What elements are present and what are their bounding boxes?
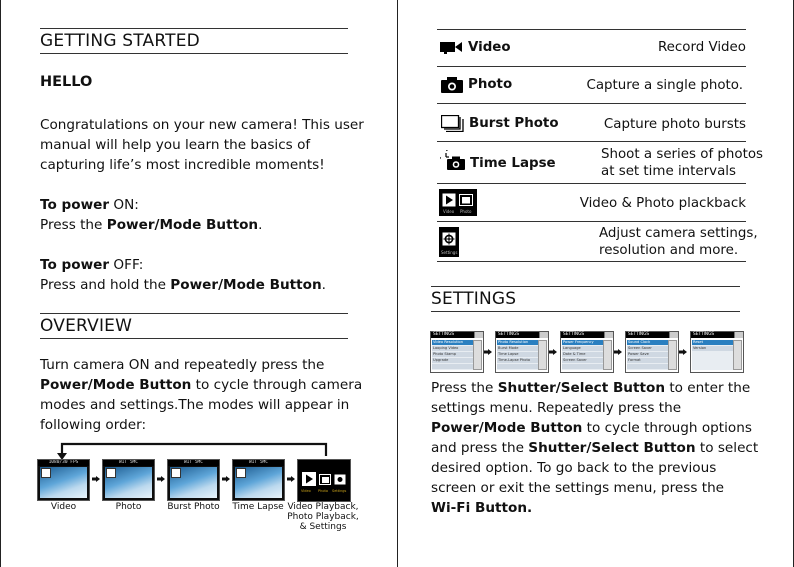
overview-top-rule bbox=[40, 313, 348, 314]
timelapse-mode-name: Time Lapse bbox=[470, 156, 556, 171]
video-mode-description: Record Video bbox=[657, 40, 746, 55]
settings-option: Screen Saver bbox=[562, 358, 603, 363]
overview-bottom-rule bbox=[40, 338, 348, 339]
video-mode-name: Video bbox=[468, 40, 511, 55]
photo-playback-icon bbox=[459, 194, 473, 206]
playback-screen-sublabel-photo: Photo bbox=[318, 489, 328, 493]
video-mode-label: Video bbox=[50, 502, 77, 512]
settings-screen-title: SETTINGS bbox=[496, 332, 539, 338]
burst-photo-icon bbox=[441, 115, 465, 132]
scrollbar bbox=[473, 340, 482, 370]
modes-table-bottom-rule bbox=[437, 261, 746, 262]
burst-mode-description: Capture photo bursts bbox=[603, 117, 746, 132]
modes-row-divider bbox=[437, 103, 746, 104]
settings-screen-4 bbox=[625, 331, 679, 373]
gear-icon bbox=[334, 474, 346, 485]
modes-row-divider bbox=[437, 183, 746, 184]
settings-text-line-2: settings menu. Repeatedly press the bbox=[431, 400, 682, 416]
close-icon bbox=[539, 332, 548, 338]
settings-option: Reset bbox=[692, 340, 733, 345]
settings-l4-suffix: to select bbox=[695, 440, 759, 456]
time-lapse-icon bbox=[440, 150, 466, 170]
settings-screen-title: SETTINGS bbox=[691, 332, 734, 338]
overview-line-2-rest: to cycle through camera bbox=[191, 377, 363, 393]
modes-row-divider bbox=[437, 141, 746, 142]
overview-line-3: modes and settings.The modes will appear in bbox=[40, 397, 350, 413]
settings-option: Version bbox=[692, 346, 733, 351]
photo-playback-icon bbox=[319, 474, 331, 485]
settings-screen-3 bbox=[560, 331, 614, 373]
power-on-suffix: . bbox=[258, 217, 263, 233]
settings-option: Photo Resolution bbox=[497, 340, 538, 345]
intro-line-2: manual will help you learn the basics of bbox=[40, 137, 311, 153]
power-off-instruction bbox=[40, 275, 326, 295]
settings-text-line-3 bbox=[431, 418, 752, 438]
arrow-icon bbox=[157, 476, 165, 482]
hello-heading: HELLO bbox=[40, 74, 93, 90]
gear-icon bbox=[442, 232, 456, 246]
playback-icon bbox=[439, 189, 477, 216]
close-icon bbox=[474, 332, 483, 338]
photo-mode-status: WIT 5MC bbox=[103, 460, 154, 466]
overview-line-2 bbox=[40, 375, 362, 395]
settings-option: Time Lapse bbox=[497, 352, 538, 357]
power-off-button-name: Power/Mode Button bbox=[170, 277, 322, 293]
video-mode-tag bbox=[41, 468, 51, 478]
close-icon bbox=[604, 332, 613, 338]
close-icon bbox=[669, 332, 678, 338]
scrollbar bbox=[538, 340, 547, 370]
playback-icon-sublabel-video: Video bbox=[443, 209, 455, 214]
settings-text-line-1 bbox=[431, 378, 750, 398]
video-mode-screen bbox=[37, 459, 90, 501]
arrow-icon bbox=[679, 349, 687, 355]
settings-option: Video Resolution bbox=[432, 340, 473, 345]
power-on-instruction bbox=[40, 215, 262, 235]
settings-screen-list bbox=[497, 340, 538, 370]
timelapse-mode-tag bbox=[236, 468, 246, 478]
settings-screen-title: SETTINGS bbox=[561, 332, 604, 338]
overview-line-4: following order: bbox=[40, 417, 147, 433]
scrollbar bbox=[603, 340, 612, 370]
burst-mode-label: Burst Photo bbox=[167, 502, 220, 512]
power-off-suffix: . bbox=[321, 277, 326, 293]
scrollbar bbox=[668, 340, 677, 370]
settings-power-mode-button: Power/Mode Button bbox=[431, 420, 583, 436]
power-off-heading-rest: OFF: bbox=[113, 257, 144, 273]
arrow-icon bbox=[549, 349, 557, 355]
settings-option: Photo Stamp bbox=[432, 352, 473, 357]
photo-mode-name: Photo bbox=[468, 77, 513, 92]
settings-shutter-button-2: Shutter/Select Button bbox=[528, 440, 696, 456]
settings-description-line-1: Adjust camera settings, bbox=[599, 226, 758, 241]
close-icon bbox=[734, 332, 743, 338]
playback-settings-label-line-1: Video Playback, bbox=[287, 502, 359, 512]
settings-option: Format bbox=[627, 358, 668, 363]
overview-power-mode-button: Power/Mode Button bbox=[40, 377, 192, 393]
power-off-prefix: Press and hold the bbox=[40, 277, 166, 293]
settings-screen-title: SETTINGS bbox=[626, 332, 669, 338]
settings-option bbox=[432, 364, 473, 369]
photo-mode-label: Photo bbox=[115, 502, 142, 512]
overview-heading: OVERVIEW bbox=[40, 316, 133, 336]
settings-option bbox=[562, 364, 603, 369]
playback-settings-label-line-2: Photo Playback, bbox=[287, 512, 359, 522]
burst-mode-screen bbox=[167, 459, 220, 501]
settings-wifi-button: Wi-Fi Button. bbox=[431, 500, 533, 516]
settings-option: Language bbox=[562, 346, 603, 351]
playback-screen-sublabel-settings: Settings bbox=[332, 489, 347, 493]
timelapse-mode-status: WIT 5MC bbox=[233, 460, 284, 466]
power-on-prefix: Press the bbox=[40, 217, 103, 233]
settings-option: Upgrade bbox=[432, 358, 473, 363]
settings-l3-suffix: to cycle through options bbox=[582, 420, 752, 436]
getting-started-top-rule bbox=[40, 28, 348, 29]
settings-option: Sound Clock bbox=[627, 340, 668, 345]
timelapse-description-line-1: Shoot a series of photos bbox=[601, 147, 764, 162]
settings-l1-suffix: to enter the bbox=[665, 380, 751, 396]
settings-option: Power Save bbox=[627, 352, 668, 357]
power-on-heading bbox=[40, 195, 139, 215]
arrow-icon bbox=[92, 476, 100, 482]
timelapse-mode-label: Time Lapse bbox=[232, 502, 284, 512]
playback-settings-screen bbox=[297, 459, 351, 502]
settings-description-line-2: resolution and more. bbox=[599, 243, 739, 258]
play-icon bbox=[442, 193, 456, 207]
scrollbar bbox=[733, 340, 742, 370]
settings-bottom-rule bbox=[431, 311, 740, 312]
video-camera-icon bbox=[440, 40, 463, 54]
playback-icon-sublabel-photo: Photo bbox=[460, 209, 472, 214]
page-center-divider bbox=[397, 0, 398, 567]
settings-heading: SETTINGS bbox=[431, 289, 517, 309]
overview-line-1: Turn camera ON and repeatedly press the bbox=[40, 357, 325, 373]
modes-row-divider bbox=[437, 221, 746, 222]
page-left-border bbox=[0, 0, 1, 567]
settings-screen-5 bbox=[690, 331, 744, 373]
settings-screen-list bbox=[562, 340, 603, 370]
arrow-icon bbox=[222, 476, 230, 482]
burst-mode-name: Burst Photo bbox=[469, 116, 559, 131]
playback-screen-sublabel-video: Video bbox=[301, 489, 311, 493]
settings-top-rule bbox=[431, 286, 740, 287]
modes-row-divider bbox=[437, 66, 746, 67]
settings-l1-prefix: Press the bbox=[431, 380, 498, 396]
getting-started-heading: GETTING STARTED bbox=[40, 31, 200, 51]
settings-icon bbox=[439, 227, 459, 257]
burst-mode-tag bbox=[171, 468, 181, 478]
settings-text-line-5: desired option. To go back to the previous bbox=[431, 460, 717, 476]
power-on-heading-rest: ON: bbox=[113, 197, 139, 213]
timelapse-description-line-2: at set time intervals bbox=[601, 164, 736, 179]
power-on-button-name: Power/Mode Button bbox=[106, 217, 259, 233]
playback-description: Video & Photo plackback bbox=[579, 196, 746, 211]
settings-screen-2 bbox=[495, 331, 549, 373]
play-icon bbox=[302, 472, 316, 486]
settings-screen-list bbox=[627, 340, 668, 370]
video-mode-status: 1080/30 FPS bbox=[38, 460, 89, 466]
settings-option: Screen Saver bbox=[627, 346, 668, 351]
power-on-heading-bold: To power bbox=[40, 197, 110, 213]
settings-option bbox=[497, 364, 538, 369]
power-off-heading-bold: To power bbox=[40, 257, 110, 273]
settings-screen-1 bbox=[430, 331, 484, 373]
intro-line-3: capturing life’s most incredible moments! bbox=[40, 157, 325, 173]
settings-icon-sublabel: Settings bbox=[441, 250, 458, 255]
modes-table-top-rule bbox=[437, 29, 746, 30]
arrow-icon bbox=[614, 349, 622, 355]
settings-option: Power Frequency bbox=[562, 340, 603, 345]
settings-text-line-6: screen or exit the settings menu, press the bbox=[431, 480, 725, 496]
settings-shutter-button: Shutter/Select Button bbox=[497, 380, 665, 396]
photo-mode-description: Capture a single photo. bbox=[586, 78, 743, 93]
settings-l4-prefix: and press the bbox=[431, 440, 529, 456]
settings-option: Date & Time bbox=[562, 352, 603, 357]
settings-screen-list bbox=[432, 340, 473, 370]
photo-mode-screen bbox=[102, 459, 155, 501]
burst-mode-status: WIT 5MC bbox=[168, 460, 219, 466]
settings-option: Time-Lapse Photo bbox=[497, 358, 538, 363]
photo-mode-tag bbox=[106, 468, 116, 478]
settings-option bbox=[627, 364, 668, 369]
settings-text-line-4 bbox=[431, 438, 758, 458]
playback-settings-label-line-3: & Settings bbox=[299, 522, 347, 532]
arrow-icon bbox=[484, 349, 492, 355]
settings-option: Burst Mode bbox=[497, 346, 538, 351]
settings-screen-list bbox=[692, 340, 733, 370]
photo-camera-icon bbox=[441, 77, 463, 93]
settings-option: Looping Video bbox=[432, 346, 473, 351]
power-off-heading bbox=[40, 255, 143, 275]
getting-started-bottom-rule bbox=[40, 53, 348, 54]
timelapse-mode-screen bbox=[232, 459, 285, 501]
settings-screen-title: SETTINGS bbox=[431, 332, 474, 338]
intro-line-1: Congratulations on your new camera! This user bbox=[40, 117, 364, 133]
arrow-icon bbox=[287, 476, 295, 482]
